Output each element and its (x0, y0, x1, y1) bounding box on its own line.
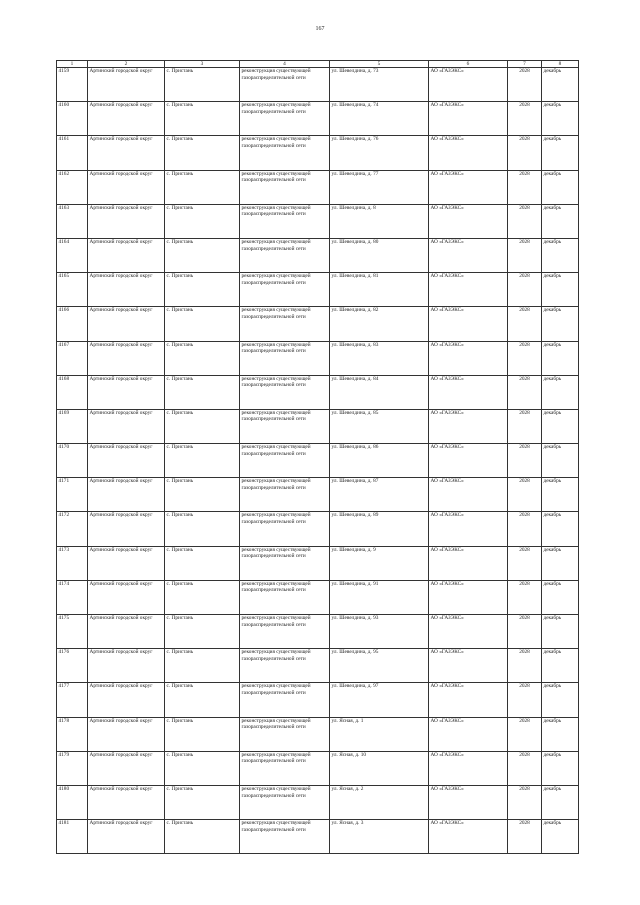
table-row (57, 512, 579, 546)
year-cell: 2028 (508, 751, 542, 785)
row-number: 4172 (57, 512, 88, 546)
work-type-cell: реконструкция существующей газораспределительной сети (240, 751, 330, 785)
row-number: 4174 (57, 580, 88, 614)
address-cell: ул. Ясная, д. 2 (330, 785, 429, 819)
work-type-cell: реконструкция существующей газораспределительной сети (240, 341, 330, 375)
district-cell: Артинский городской округ (88, 683, 165, 717)
address-cell: ул. Шевелдина, д. 95 (330, 649, 429, 683)
settlement-cell: с. Пристань (165, 307, 240, 341)
month-cell: декабрь (542, 204, 579, 238)
address-cell: ул. Шевелдина, д. 83 (330, 341, 429, 375)
district-cell: Артинский городской округ (88, 820, 165, 854)
row-number: 4166 (57, 307, 88, 341)
organization-cell: АО «ГАЗЭКС» (429, 785, 508, 819)
district-cell: Артинский городской округ (88, 102, 165, 136)
district-cell: Артинский городской округ (88, 512, 165, 546)
column-header: 6 (429, 61, 508, 68)
table-row (57, 238, 579, 272)
organization-cell: АО «ГАЗЭКС» (429, 615, 508, 649)
organization-cell: АО «ГАЗЭКС» (429, 102, 508, 136)
organization-cell: АО «ГАЗЭКС» (429, 409, 508, 443)
settlement-cell: с. Пристань (165, 751, 240, 785)
district-cell: Артинский городской округ (88, 615, 165, 649)
row-number: 4171 (57, 478, 88, 512)
district-cell: Артинский городской округ (88, 341, 165, 375)
district-cell: Артинский городской округ (88, 478, 165, 512)
row-number: 4169 (57, 409, 88, 443)
row-number: 4177 (57, 683, 88, 717)
row-number: 4175 (57, 615, 88, 649)
address-cell: ул. Шевелдина, д. 89 (330, 512, 429, 546)
row-number: 4173 (57, 546, 88, 580)
settlement-cell: с. Пристань (165, 238, 240, 272)
row-number: 4167 (57, 341, 88, 375)
year-cell: 2028 (508, 444, 542, 478)
row-number: 4164 (57, 238, 88, 272)
row-number: 4178 (57, 717, 88, 751)
settlement-cell: с. Пристань (165, 820, 240, 854)
table-row (57, 204, 579, 238)
district-cell: Артинский городской округ (88, 204, 165, 238)
year-cell: 2028 (508, 478, 542, 512)
settlement-cell: с. Пристань (165, 341, 240, 375)
address-cell: ул. Шевелдина, д. 91 (330, 580, 429, 614)
row-number: 4163 (57, 204, 88, 238)
work-type-cell: реконструкция существующей газораспределительной сети (240, 546, 330, 580)
settlement-cell: с. Пристань (165, 375, 240, 409)
settlement-cell: с. Пристань (165, 273, 240, 307)
year-cell: 2028 (508, 717, 542, 751)
table-row (57, 785, 579, 819)
address-cell: ул. Шевелдина, д. 73 (330, 68, 429, 102)
table-row (57, 751, 579, 785)
month-cell: декабрь (542, 307, 579, 341)
year-cell: 2028 (508, 580, 542, 614)
table-row (57, 307, 579, 341)
work-type-cell: реконструкция существующей газораспределительной сети (240, 478, 330, 512)
address-cell: ул. Шевелдина, д. 82 (330, 307, 429, 341)
work-type-cell: реконструкция существующей газораспределительной сети (240, 512, 330, 546)
year-cell: 2028 (508, 375, 542, 409)
table-row (57, 615, 579, 649)
organization-cell: АО «ГАЗЭКС» (429, 238, 508, 272)
district-cell: Артинский городской округ (88, 409, 165, 443)
row-number: 4168 (57, 375, 88, 409)
table-row (57, 102, 579, 136)
month-cell: декабрь (542, 136, 579, 170)
address-cell: ул. Шевелдина, д. 97 (330, 683, 429, 717)
address-cell: ул. Шевелдина, д. 93 (330, 615, 429, 649)
gas-network-table (56, 60, 579, 854)
organization-cell: АО «ГАЗЭКС» (429, 68, 508, 102)
table-body (57, 68, 579, 854)
settlement-cell: с. Пристань (165, 136, 240, 170)
row-number: 4180 (57, 785, 88, 819)
organization-cell: АО «ГАЗЭКС» (429, 512, 508, 546)
district-cell: Артинский городской округ (88, 307, 165, 341)
month-cell: декабрь (542, 341, 579, 375)
work-type-cell: реконструкция существующей газораспределительной сети (240, 444, 330, 478)
district-cell: Артинский городской округ (88, 170, 165, 204)
settlement-cell: с. Пристань (165, 683, 240, 717)
year-cell: 2028 (508, 238, 542, 272)
month-cell: декабрь (542, 238, 579, 272)
organization-cell: АО «ГАЗЭКС» (429, 341, 508, 375)
settlement-cell: с. Пристань (165, 478, 240, 512)
work-type-cell: реконструкция существующей газораспределительной сети (240, 204, 330, 238)
row-number: 4179 (57, 751, 88, 785)
year-cell: 2028 (508, 409, 542, 443)
work-type-cell: реконструкция существующей газораспределительной сети (240, 820, 330, 854)
address-cell: ул. Шевелдина, д. 80 (330, 238, 429, 272)
month-cell: декабрь (542, 717, 579, 751)
column-header: 3 (165, 61, 240, 68)
work-type-cell: реконструкция существующей газораспределительной сети (240, 580, 330, 614)
work-type-cell: реконструкция существующей газораспределительной сети (240, 307, 330, 341)
settlement-cell: с. Пристань (165, 785, 240, 819)
work-type-cell: реконструкция существующей газораспределительной сети (240, 683, 330, 717)
month-cell: декабрь (542, 512, 579, 546)
column-header: 2 (88, 61, 165, 68)
year-cell: 2028 (508, 273, 542, 307)
column-number-row (57, 61, 579, 68)
table-row (57, 580, 579, 614)
month-cell: декабрь (542, 615, 579, 649)
month-cell: декабрь (542, 478, 579, 512)
row-number: 4160 (57, 102, 88, 136)
organization-cell: АО «ГАЗЭКС» (429, 204, 508, 238)
work-type-cell: реконструкция существующей газораспределительной сети (240, 238, 330, 272)
row-number: 4162 (57, 170, 88, 204)
address-cell: ул. Ясная, д. 10 (330, 751, 429, 785)
month-cell: декабрь (542, 649, 579, 683)
month-cell: декабрь (542, 546, 579, 580)
work-type-cell: реконструкция существующей газораспределительной сети (240, 102, 330, 136)
address-cell: ул. Шевелдина, д. 8 (330, 204, 429, 238)
month-cell: декабрь (542, 102, 579, 136)
table-row (57, 546, 579, 580)
year-cell: 2028 (508, 170, 542, 204)
settlement-cell: с. Пристань (165, 409, 240, 443)
work-type-cell: реконструкция существующей газораспределительной сети (240, 649, 330, 683)
page-number: 167 (315, 26, 325, 32)
month-cell: декабрь (542, 170, 579, 204)
address-cell: ул. Шевелдина, д. 86 (330, 444, 429, 478)
column-header: 5 (330, 61, 429, 68)
month-cell: декабрь (542, 409, 579, 443)
table-row (57, 820, 579, 854)
month-cell: декабрь (542, 68, 579, 102)
work-type-cell: реконструкция существующей газораспределительной сети (240, 375, 330, 409)
address-cell: ул. Шевелдина, д. 9 (330, 546, 429, 580)
year-cell: 2028 (508, 102, 542, 136)
month-cell: декабрь (542, 580, 579, 614)
year-cell: 2028 (508, 307, 542, 341)
district-cell: Артинский городской округ (88, 751, 165, 785)
district-cell: Артинский городской округ (88, 649, 165, 683)
address-cell: ул. Шевелдина, д. 76 (330, 136, 429, 170)
settlement-cell: с. Пристань (165, 512, 240, 546)
address-cell: ул. Шевелдина, д. 85 (330, 409, 429, 443)
organization-cell: АО «ГАЗЭКС» (429, 273, 508, 307)
settlement-cell: с. Пристань (165, 546, 240, 580)
year-cell: 2028 (508, 204, 542, 238)
year-cell: 2028 (508, 68, 542, 102)
organization-cell: АО «ГАЗЭКС» (429, 683, 508, 717)
address-cell: ул. Шевелдина, д. 77 (330, 170, 429, 204)
district-cell: Артинский городской округ (88, 68, 165, 102)
table-row (57, 375, 579, 409)
organization-cell: АО «ГАЗЭКС» (429, 375, 508, 409)
table-row (57, 409, 579, 443)
address-cell: ул. Шевелдина, д. 87 (330, 478, 429, 512)
settlement-cell: с. Пристань (165, 68, 240, 102)
district-cell: Артинский городской округ (88, 785, 165, 819)
row-number: 4176 (57, 649, 88, 683)
district-cell: Артинский городской округ (88, 375, 165, 409)
table-row (57, 478, 579, 512)
organization-cell: АО «ГАЗЭКС» (429, 307, 508, 341)
year-cell: 2028 (508, 820, 542, 854)
organization-cell: АО «ГАЗЭКС» (429, 444, 508, 478)
address-cell: ул. Шевелдина, д. 81 (330, 273, 429, 307)
work-type-cell: реконструкция существующей газораспределительной сети (240, 273, 330, 307)
table-row (57, 444, 579, 478)
district-cell: Артинский городской округ (88, 444, 165, 478)
table-row (57, 273, 579, 307)
column-header: 7 (508, 61, 542, 68)
work-type-cell: реконструкция существующей газораспределительной сети (240, 68, 330, 102)
table-row (57, 68, 579, 102)
year-cell: 2028 (508, 785, 542, 819)
table-row (57, 649, 579, 683)
address-cell: ул. Ясная, д. 3 (330, 820, 429, 854)
month-cell: декабрь (542, 683, 579, 717)
organization-cell: АО «ГАЗЭКС» (429, 580, 508, 614)
organization-cell: АО «ГАЗЭКС» (429, 820, 508, 854)
organization-cell: АО «ГАЗЭКС» (429, 546, 508, 580)
district-cell: Артинский городской округ (88, 717, 165, 751)
row-number: 4165 (57, 273, 88, 307)
organization-cell: АО «ГАЗЭКС» (429, 649, 508, 683)
column-header: 1 (57, 61, 88, 68)
row-number: 4159 (57, 68, 88, 102)
year-cell: 2028 (508, 341, 542, 375)
work-type-cell: реконструкция существующей газораспределительной сети (240, 136, 330, 170)
year-cell: 2028 (508, 615, 542, 649)
month-cell: декабрь (542, 375, 579, 409)
year-cell: 2028 (508, 683, 542, 717)
month-cell: декабрь (542, 820, 579, 854)
work-type-cell: реконструкция существующей газораспределительной сети (240, 717, 330, 751)
column-header: 8 (542, 61, 579, 68)
district-cell: Артинский городской округ (88, 136, 165, 170)
year-cell: 2028 (508, 136, 542, 170)
settlement-cell: с. Пристань (165, 649, 240, 683)
district-cell: Артинский городской округ (88, 546, 165, 580)
row-number: 4181 (57, 820, 88, 854)
organization-cell: АО «ГАЗЭКС» (429, 478, 508, 512)
table-row (57, 170, 579, 204)
year-cell: 2028 (508, 546, 542, 580)
table-row (57, 683, 579, 717)
settlement-cell: с. Пристань (165, 717, 240, 751)
work-type-cell: реконструкция существующей газораспределительной сети (240, 615, 330, 649)
row-number: 4170 (57, 444, 88, 478)
table-row (57, 717, 579, 751)
address-cell: ул. Шевелдина, д. 84 (330, 375, 429, 409)
settlement-cell: с. Пристань (165, 102, 240, 136)
month-cell: декабрь (542, 444, 579, 478)
settlement-cell: с. Пристань (165, 580, 240, 614)
district-cell: Артинский городской округ (88, 580, 165, 614)
organization-cell: АО «ГАЗЭКС» (429, 136, 508, 170)
month-cell: декабрь (542, 273, 579, 307)
work-type-cell: реконструкция существующей газораспределительной сети (240, 409, 330, 443)
address-cell: ул. Ясная, д. 1 (330, 717, 429, 751)
year-cell: 2028 (508, 649, 542, 683)
organization-cell: АО «ГАЗЭКС» (429, 751, 508, 785)
column-header: 4 (240, 61, 330, 68)
work-type-cell: реконструкция существующей газораспределительной сети (240, 785, 330, 819)
month-cell: декабрь (542, 751, 579, 785)
year-cell: 2028 (508, 512, 542, 546)
month-cell: декабрь (542, 785, 579, 819)
work-type-cell: реконструкция существующей газораспределительной сети (240, 170, 330, 204)
organization-cell: АО «ГАЗЭКС» (429, 717, 508, 751)
settlement-cell: с. Пристань (165, 615, 240, 649)
address-cell: ул. Шевелдина, д. 74 (330, 102, 429, 136)
district-cell: Артинский городской округ (88, 273, 165, 307)
table-row (57, 136, 579, 170)
settlement-cell: с. Пристань (165, 204, 240, 238)
settlement-cell: с. Пристань (165, 444, 240, 478)
organization-cell: АО «ГАЗЭКС» (429, 170, 508, 204)
settlement-cell: с. Пристань (165, 170, 240, 204)
district-cell: Артинский городской округ (88, 238, 165, 272)
row-number: 4161 (57, 136, 88, 170)
table-row (57, 341, 579, 375)
